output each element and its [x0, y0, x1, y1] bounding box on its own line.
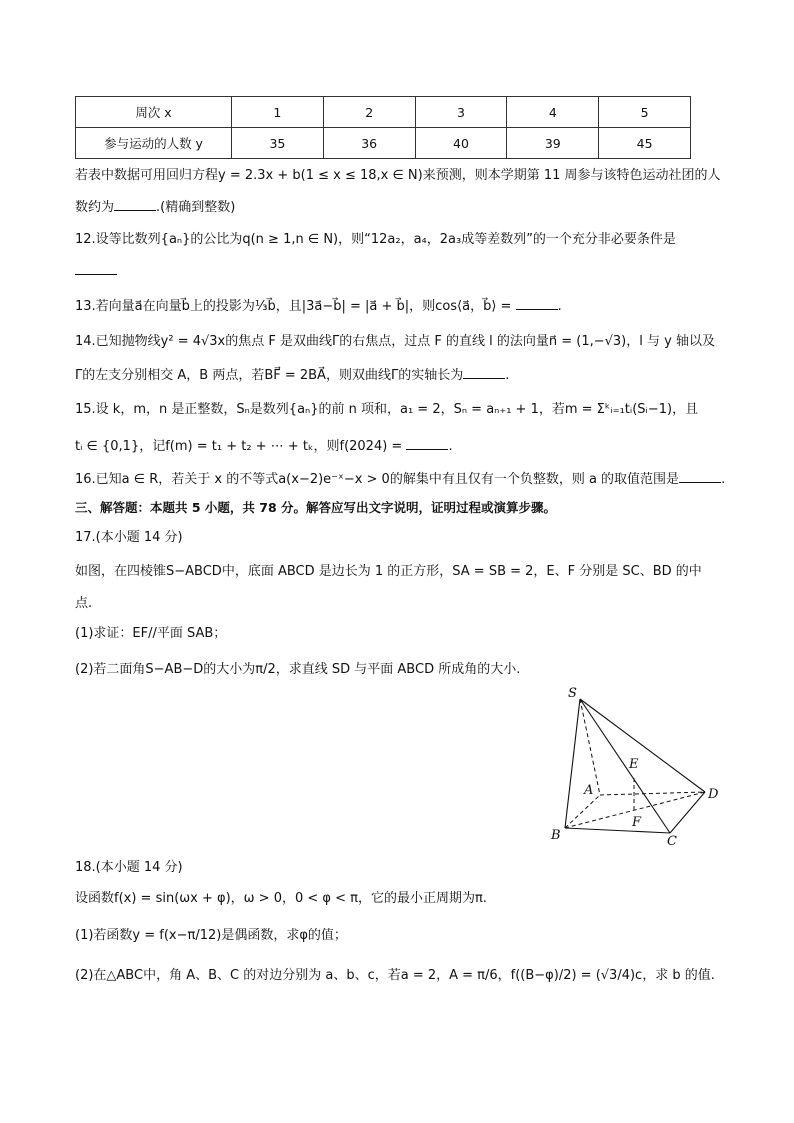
- edge-sd: [580, 699, 705, 792]
- table-cell: 36: [323, 128, 415, 159]
- label-a: A: [584, 783, 594, 798]
- q11-line2: [75, 198, 235, 216]
- section-heading: 三、解答题：本题共 5 小题，共 78 分。解答应写出文字说明，证明过程或演算步骤。: [75, 500, 557, 515]
- q18-part2: (2)在△ABC中，角 A、B、C 的对边分别为 a、b、c，若a = 2，A = π/6，f((B−φ)/2) = (√3/4)c，求 b 的值.: [75, 968, 715, 983]
- table-row: [76, 97, 691, 128]
- table-cell: 39: [507, 128, 599, 159]
- answer-blank: [75, 262, 117, 275]
- q18-part1: (1)若函数y = f(x−π/12)是偶函数，求φ的值；: [75, 928, 347, 943]
- q13-text-post: .: [557, 299, 562, 314]
- q18-title: 18.(本小题 14 分): [75, 860, 183, 875]
- table-header-cell: 周次 x: [76, 97, 232, 128]
- q17-line2: 点.: [75, 596, 93, 611]
- q11-line2-pre: 数约为: [75, 200, 115, 215]
- q15-line2-post: .: [448, 439, 453, 454]
- data-table: [75, 96, 691, 159]
- edge-cd: [670, 792, 705, 833]
- answer-blank: [114, 198, 156, 211]
- table-cell: 45: [599, 128, 691, 159]
- q14-line2-pre: Γ的左支分别相交 A，B 两点，若BF⃗ = 2BA⃗，则双曲线Γ的实轴长为: [75, 368, 464, 383]
- answer-blank: [679, 470, 721, 483]
- q17-part2: (2)若二面角S−AB−D的大小为π/2，求直线 SD 与平面 ABCD 所成角的大小.: [75, 662, 521, 677]
- label-s: S: [568, 686, 577, 701]
- q15-line2: [75, 437, 453, 455]
- q14-line2: [75, 366, 509, 384]
- q15-line1: 15.设 k，m，n 是正整数，Sₙ是数列{aₙ}的前 n 项和，a₁ = 2，Sₙ = aₙ₊₁ + 1，若m = Σᵏᵢ₌₁tᵢ(Sᵢ−1)，且: [75, 402, 699, 417]
- answer-blank: [463, 366, 505, 379]
- answer-blank: [406, 437, 448, 450]
- q11-line2-post: .(精确到整数): [156, 200, 236, 215]
- q17-line1: 如图，在四棱锥S−ABCD中，底面 ABCD 是边长为 1 的正方形，SA = SB = 2，E、F 分别是 SC、BD 的中: [75, 564, 702, 579]
- table-cell: 40: [415, 128, 507, 159]
- table-cell: 3: [415, 97, 507, 128]
- q12-line2: [75, 262, 117, 280]
- q18-line1: 设函数f(x) = sin(ωx + φ)，ω > 0，0 < φ < π，它的最小正周期为π.: [75, 891, 487, 906]
- q13-text: 13.若向量a⃗在向量b⃗上的投影为⅓b⃗，且|3a⃗−b⃗| = |a⃗ + b⃗|，则cos⟨a⃗，b⃗⟩ =: [75, 299, 512, 314]
- edge-sc: [580, 699, 670, 833]
- label-b: B: [551, 828, 561, 843]
- answer-blank: [516, 297, 558, 310]
- label-c: C: [667, 834, 677, 849]
- table-cell: 5: [599, 97, 691, 128]
- edge-ad: [600, 792, 705, 795]
- q16-line: [75, 470, 725, 488]
- q12-line1: 12.设等比数列{aₙ}的公比为q(n ≥ 1,n ∈ N)，则“12a₂，a₄，2a₃成等差数列”的一个充分非必要条件是: [75, 232, 676, 247]
- table-cell: 4: [507, 97, 599, 128]
- q17-title: 17.(本小题 14 分): [75, 530, 183, 545]
- q16-text: 16.已知a ∈ R，若关于 x 的不等式a(x−2)e⁻ˣ−x > 0的解集中有且仅有一个负整数，则 a 的取值范围是: [75, 472, 680, 487]
- pyramid-figure: [540, 685, 730, 850]
- edge-ab: [565, 795, 600, 828]
- q14-line2-post: .: [505, 368, 510, 383]
- q14-line1: 14.已知抛物线y² = 4√3x的焦点 F 是双曲线Γ的右焦点，过点 F 的直线 l 的法向量n⃗ = (1,−√3)，l 与 y 轴以及: [75, 334, 715, 349]
- table-cell: 2: [323, 97, 415, 128]
- q16-text-post: .: [721, 472, 726, 487]
- table-header-cell: 参与运动的人数 y: [76, 128, 232, 159]
- label-d: D: [708, 787, 719, 802]
- edge-sb: [565, 699, 580, 828]
- label-f: F: [632, 815, 642, 830]
- table-cell: 35: [232, 128, 324, 159]
- table-cell: 1: [232, 97, 324, 128]
- q15-line2-pre: tᵢ ∈ {0,1}，记f(m) = t₁ + t₂ + ⋯ + tₖ，则f(2024) =: [75, 439, 403, 454]
- table-row: [76, 128, 691, 159]
- edge-bc: [565, 828, 670, 833]
- q11-line1: 若表中数据可用回归方程y = 2.3x + b(1 ≤ x ≤ 18,x ∈ N)来预测，则本学期第 11 周参与该特色运动社团的人: [75, 168, 721, 183]
- label-e: E: [629, 757, 639, 772]
- q17-part1: (1)求证：EF//平面 SAB；: [75, 626, 227, 641]
- q13-line: [75, 297, 562, 315]
